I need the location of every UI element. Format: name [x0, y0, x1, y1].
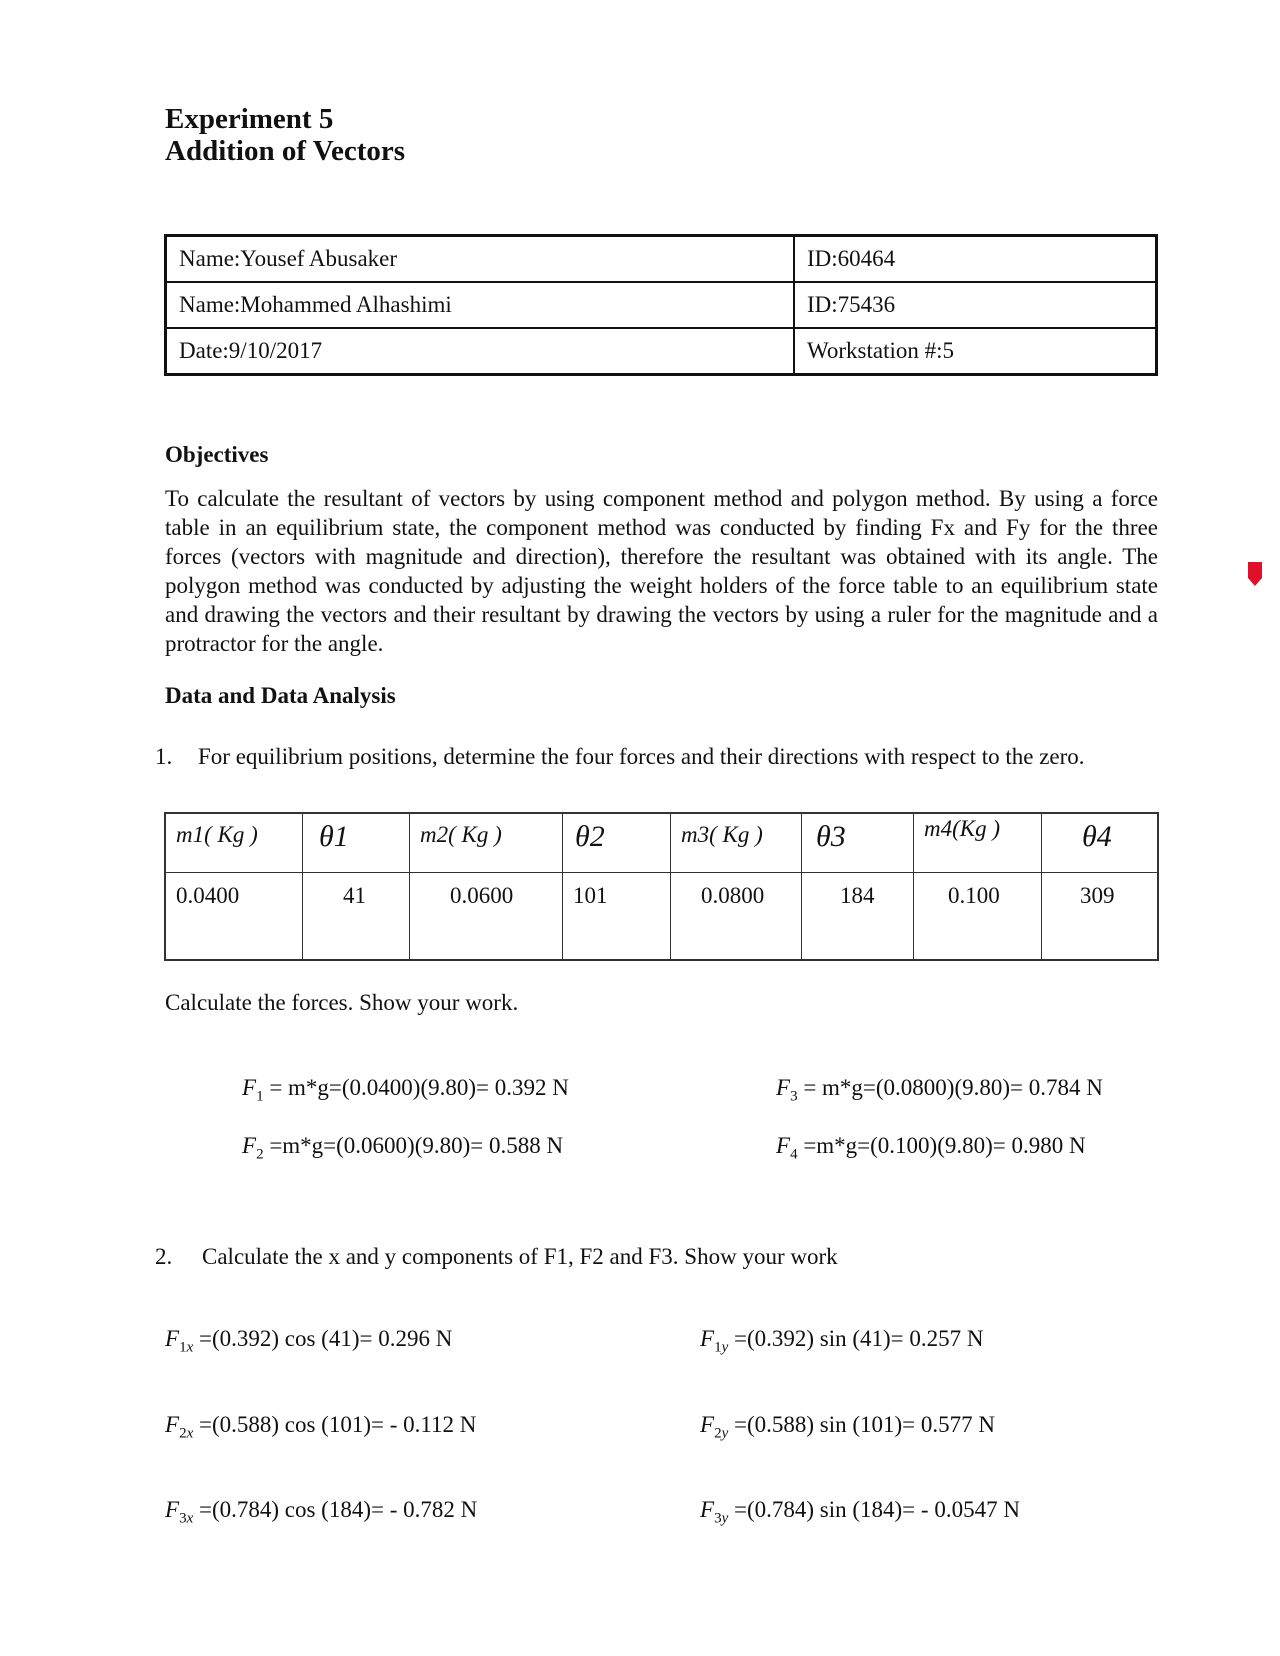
value-theta4-text: 309	[1080, 883, 1115, 908]
header-m4-label: m4(Kg )	[924, 816, 1001, 841]
header-theta2-label: θ2	[575, 820, 605, 853]
question-2-text: Calculate the x and y components of F1, F2 and F3. Show your work	[202, 1244, 838, 1269]
info-row-3	[166, 328, 1157, 375]
component-f3y-value: =(0.784) sin (184)= - 0.0547 N	[733, 1497, 1020, 1522]
value-m4	[914, 873, 1042, 961]
header-theta1	[303, 813, 410, 873]
value-m1-text: 0.0400	[176, 883, 240, 908]
force-f3-value: = m*g=(0.0800)(9.80)= 0.784 N	[803, 1075, 1103, 1100]
force-f4-equation: $F_4 =m*g=(0.100)(9.80)= 0.980$ N	[776, 1133, 1086, 1163]
component-f1y: $F_{1y} =(0.392)$ sin (41)= 0.257 N	[700, 1326, 984, 1356]
force-f2-equation: $F_2 =m*g=(0.0600)(9.80)= 0.588$ N	[242, 1133, 564, 1163]
objectives-text: To calculate the resultant of vectors by using component method and polygon method. By using a force table in an equilibrium state, the component method was conducted by finding Fx and Fy for the three forces (vectors with magnitude and direction), therefore the resultant was obtained with its angle. The polygon method was conducted by adjusting the weight holders of the force table to an equilibrium state and drawing the vectors and their resultant by drawing the vectors by using a ruler for the magnitude and a protractor for the angle.	[165, 486, 1158, 656]
value-theta2	[563, 873, 671, 961]
header-m1	[165, 813, 303, 873]
question-1-text: For equilibrium positions, determine the four forces and their directions with respect to the zero.	[198, 744, 1085, 769]
question-2-number: 2.	[155, 1244, 173, 1269]
value-theta2-text: 101	[573, 883, 608, 908]
component-f2x: $F_{2x} =(0.588)$ cos (101)= - 0.112 N	[165, 1412, 477, 1442]
component-f1x: $F_{1x} =(0.392)$ cos (41)= 0.296 N	[165, 1326, 453, 1356]
header-m2	[410, 813, 563, 873]
data-analysis-heading: Data and Data Analysis	[165, 683, 396, 708]
question-1-number: 1.	[155, 744, 173, 769]
force-f2-value: =m*g=(0.0600)(9.80)= 0.588 N	[269, 1133, 564, 1158]
value-m3	[671, 873, 802, 961]
document-title: Addition of Vectors	[165, 135, 406, 167]
value-m2	[410, 873, 563, 961]
component-f3x-value: =(0.784) cos (184)= - 0.782 N	[198, 1497, 478, 1522]
info-row-2	[166, 282, 1157, 328]
component-f1y-value: =(0.392) sin (41)= 0.257 N	[733, 1326, 984, 1351]
value-theta3-text: 184	[840, 883, 875, 908]
header-theta4	[1042, 813, 1159, 873]
header-theta2	[563, 813, 671, 873]
component-f2y-value: =(0.588) sin (101)= 0.577 N	[733, 1412, 996, 1437]
date-cell: Date:9/10/2017	[166, 328, 795, 375]
value-theta3	[802, 873, 914, 961]
data-table-value-row	[165, 873, 1158, 961]
force-f3-equation: $F_3 = m*g=(0.0800)(9.80)= 0.784$ N	[776, 1075, 1103, 1105]
value-theta1	[303, 873, 410, 961]
component-f3y: $F_{3y} =(0.784)$ sin (184)= - 0.0547 N	[700, 1497, 1020, 1527]
value-m2-text: 0.0600	[450, 883, 514, 908]
header-theta1-label: θ1	[319, 820, 349, 853]
student-name-2: Name:Mohammed Alhashimi	[166, 282, 795, 328]
header-m4	[914, 813, 1042, 873]
header-theta3-label: θ3	[816, 820, 846, 853]
component-f2y: $F_{2y} =(0.588)$ sin (101)= 0.577 N	[700, 1412, 996, 1442]
experiment-number: Experiment 5	[165, 103, 334, 135]
value-m1	[165, 873, 303, 961]
value-m3-text: 0.0800	[701, 883, 765, 908]
force-f1-value: = m*g=(0.0400)(9.80)= 0.392 N	[269, 1075, 569, 1100]
value-theta4	[1042, 873, 1159, 961]
student-name-1: Name:Yousef Abusaker	[166, 236, 795, 283]
header-theta4-label: θ4	[1082, 820, 1112, 853]
objectives-heading: Objectives	[165, 442, 269, 467]
header-theta3	[802, 813, 914, 873]
component-f3x: $F_{3x} =(0.784)$ cos (184)= - 0.782 N	[165, 1497, 478, 1527]
student-info-table	[164, 234, 1158, 376]
value-m4-text: 0.100	[948, 883, 1000, 908]
bookmark-marker-icon[interactable]	[1248, 562, 1262, 586]
header-m3	[671, 813, 802, 873]
student-id-2: ID:75436	[794, 282, 1157, 328]
info-row-1	[166, 236, 1157, 283]
component-f2x-value: =(0.588) cos (101)= - 0.112 N	[198, 1412, 477, 1437]
data-table-header-row	[165, 813, 1158, 873]
student-id-1: ID:60464	[794, 236, 1157, 283]
header-m2-label: m2( Kg )	[420, 822, 502, 847]
calculate-forces-prompt: Calculate the forces. Show your work.	[165, 990, 519, 1015]
component-f1x-value: =(0.392) cos (41)= 0.296 N	[198, 1326, 453, 1351]
bookmark-marker-shape	[1248, 562, 1262, 586]
header-m1-label: m1( Kg )	[176, 822, 258, 847]
force-f1-equation: $F_1 = m*g=(0.0400)(9.80)= 0.392$ N	[242, 1075, 569, 1105]
workstation-cell: Workstation #:5	[794, 328, 1157, 375]
equilibrium-data-table	[164, 812, 1159, 961]
force-f4-value: =m*g=(0.100)(9.80)= 0.980 N	[803, 1133, 1086, 1158]
value-theta1-text: 41	[343, 883, 366, 908]
header-m3-label: m3( Kg )	[681, 822, 763, 847]
